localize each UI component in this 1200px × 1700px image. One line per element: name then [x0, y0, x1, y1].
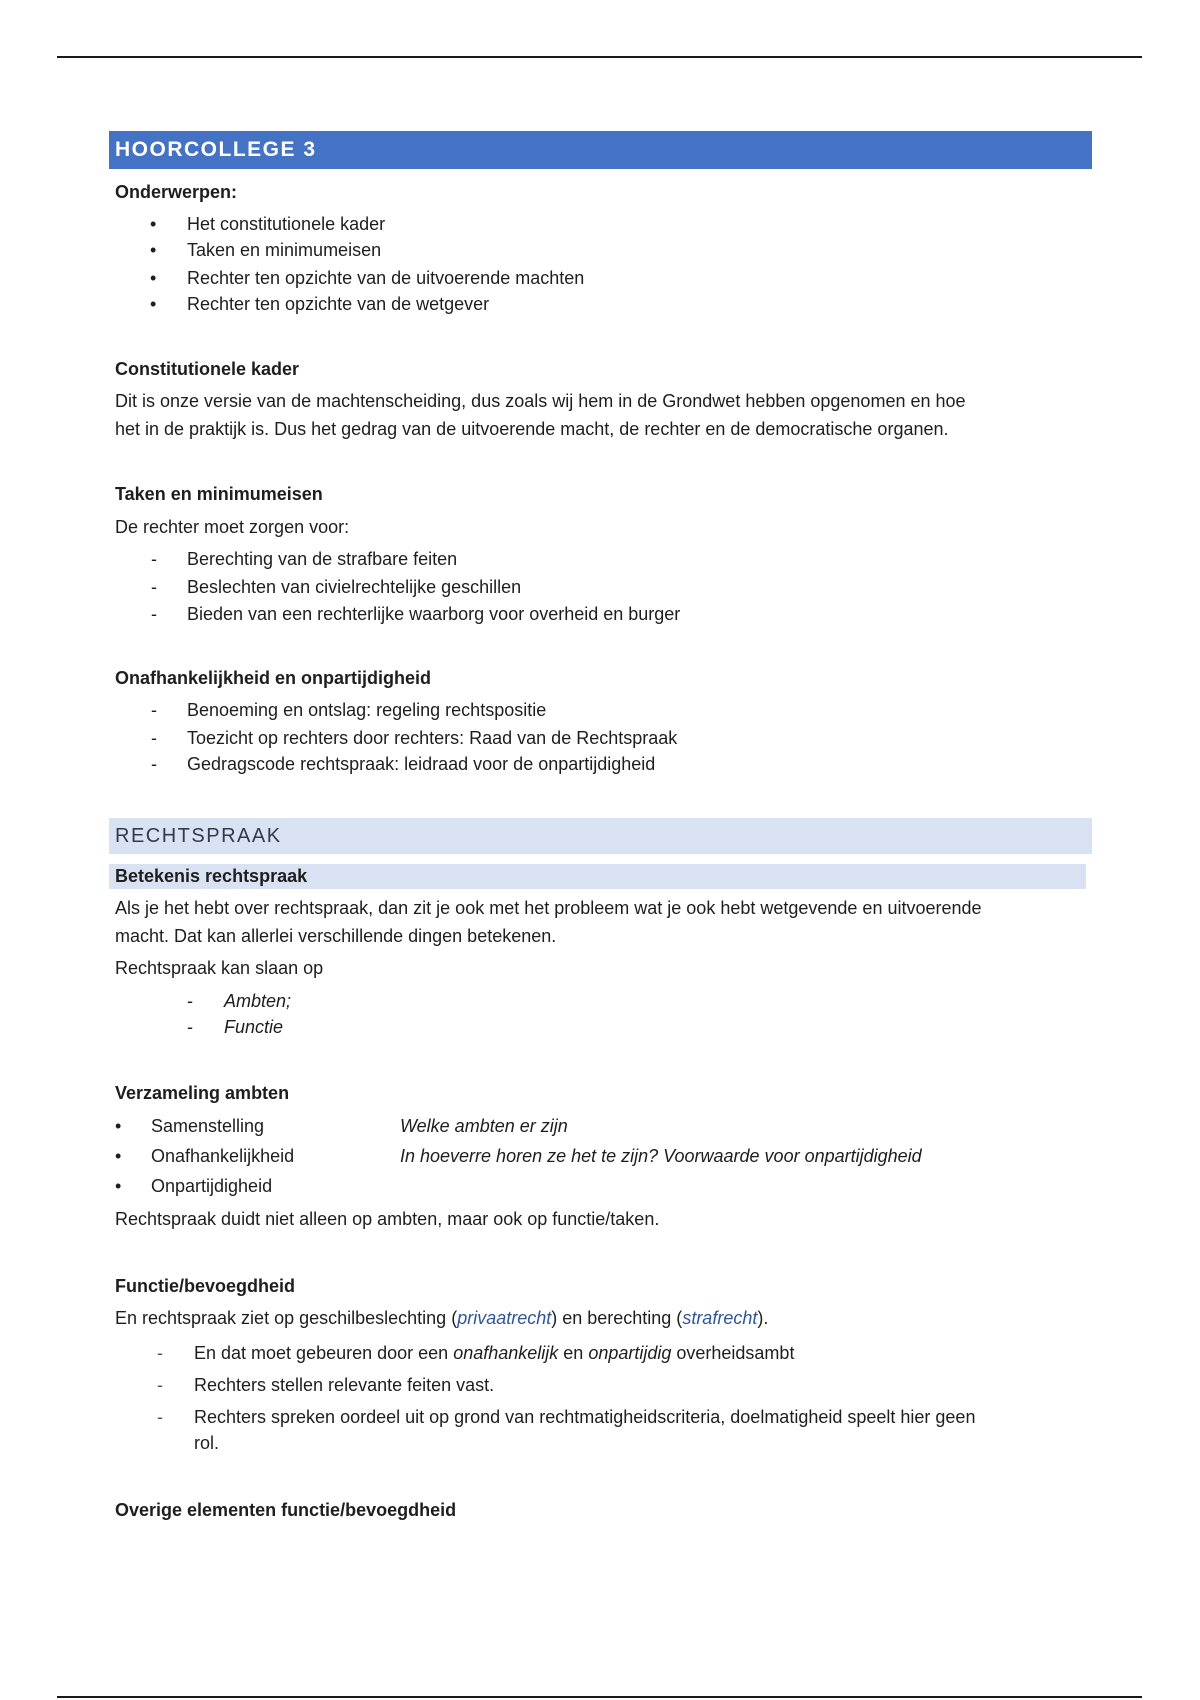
- bullet-icon: •: [150, 214, 157, 234]
- heading-onafhankelijkheid: Onafhankelijkheid en onpartijdigheid: [115, 668, 432, 688]
- list-item: Toezicht op rechters door rechters: Raad van de Rechtspraak: [187, 728, 678, 748]
- dash-marker: -: [151, 754, 157, 774]
- term-description: In hoeverre horen ze het te zijn? Voorwaarde voor onpartijdigheid: [400, 1146, 922, 1166]
- bullet-icon: •: [150, 268, 157, 288]
- strafrecht-link[interactable]: strafrecht: [682, 1308, 758, 1328]
- list-item: Ambten;: [224, 991, 292, 1011]
- text-fragment: ).: [757, 1308, 769, 1328]
- term: Onpartijdigheid: [151, 1176, 273, 1196]
- dash-marker: -: [157, 1343, 163, 1363]
- section-title-hoorcollege: HOORCOLLEGE 3: [109, 131, 1092, 169]
- heading-taken: Taken en minimumeisen: [115, 484, 323, 504]
- dash-marker: -: [151, 728, 157, 748]
- bullet-icon: •: [115, 1116, 122, 1136]
- bottom-rule: [57, 1696, 1142, 1698]
- topics-heading: Onderwerpen:: [115, 182, 238, 202]
- paragraph-line: Als je het hebt over rechtspraak, dan zit je ook met het probleem wat je ook hebt wetgevende en uitvoerende: [115, 898, 982, 918]
- top-rule: [57, 56, 1142, 58]
- list-item: Rechters stellen relevante feiten vast.: [194, 1375, 495, 1395]
- paragraph-line: De rechter moet zorgen voor:: [115, 517, 350, 537]
- paragraph-line: Dit is onze versie van de machtenscheiding, dus zoals wij hem in de Grondwet hebben opgenomen en hoe: [115, 391, 966, 411]
- list-item: Rechter ten opzichte van de uitvoerende machten: [187, 268, 585, 288]
- section-title-rechtspraak: RECHTSPRAAK: [109, 818, 1092, 854]
- list-item: Bieden van een rechterlijke waarborg voor overheid en burger: [187, 604, 681, 624]
- term-description: Welke ambten er zijn: [400, 1116, 568, 1136]
- text-fragment: En dat moet gebeuren door een: [194, 1343, 454, 1363]
- paragraph-line: het in de praktijk is. Dus het gedrag van de uitvoerende macht, de rechter en de democratische organen.: [115, 419, 949, 439]
- dash-marker: -: [157, 1407, 163, 1427]
- dash-marker: -: [187, 1017, 193, 1037]
- term: Samenstelling: [151, 1116, 265, 1136]
- list-item: Gedragscode rechtspraak: leidraad voor de onpartijdigheid: [187, 754, 656, 774]
- heading-constitutioneel: Constitutionele kader: [115, 359, 300, 379]
- bullet-icon: •: [115, 1176, 122, 1196]
- list-item: [194, 1342, 794, 1364]
- emphasis: onafhankelijk: [453, 1343, 559, 1363]
- dash-marker: -: [187, 991, 193, 1011]
- emphasis: onpartijdig: [588, 1343, 672, 1363]
- list-item: Het constitutionele kader: [187, 214, 386, 234]
- list-item-continuation: rol.: [194, 1433, 220, 1453]
- dash-marker: -: [151, 604, 157, 624]
- dash-marker: -: [151, 577, 157, 597]
- paragraph-line: Rechtspraak kan slaan op: [115, 958, 324, 978]
- text-fragment: en: [558, 1343, 589, 1363]
- text-fragment: En rechtspraak ziet op geschilbeslechting (: [115, 1308, 458, 1328]
- heading-functie: Functie/bevoegdheid: [115, 1276, 296, 1296]
- dash-marker: -: [151, 700, 157, 720]
- heading-verzameling: Verzameling ambten: [115, 1083, 290, 1103]
- paragraph-line: macht. Dat kan allerlei verschillende dingen betekenen.: [115, 926, 557, 946]
- subheading-betekenis: Betekenis rechtspraak: [109, 864, 1086, 889]
- list-item: Rechters spreken oordeel uit op grond van rechtmatigheidscriteria, doelmatigheid speelt hier geen: [194, 1407, 976, 1427]
- list-item: Benoeming en ontslag: regeling rechtspositie: [187, 700, 547, 720]
- list-item: Functie: [224, 1017, 284, 1037]
- bullet-icon: •: [115, 1146, 122, 1166]
- paragraph-line: Rechtspraak duidt niet alleen op ambten, maar ook op functie/taken.: [115, 1209, 660, 1229]
- term: Onafhankelijkheid: [151, 1146, 295, 1166]
- dash-marker: -: [151, 549, 157, 569]
- privaatrecht-link[interactable]: privaatrecht: [457, 1308, 552, 1328]
- paragraph-line: [115, 1304, 1095, 1332]
- list-item: Beslechten van civielrechtelijke geschillen: [187, 577, 522, 597]
- text-fragment: ) en berechting (: [551, 1308, 683, 1328]
- bullet-icon: •: [150, 240, 157, 260]
- text-fragment: overheidsambt: [671, 1343, 795, 1363]
- list-item: Taken en minimumeisen: [187, 240, 382, 260]
- dash-marker: -: [157, 1375, 163, 1395]
- list-item: Berechting van de strafbare feiten: [187, 549, 458, 569]
- list-item: Rechter ten opzichte van de wetgever: [187, 294, 490, 314]
- heading-overige: Overige elementen functie/bevoegdheid: [115, 1500, 457, 1520]
- bullet-icon: •: [150, 294, 157, 314]
